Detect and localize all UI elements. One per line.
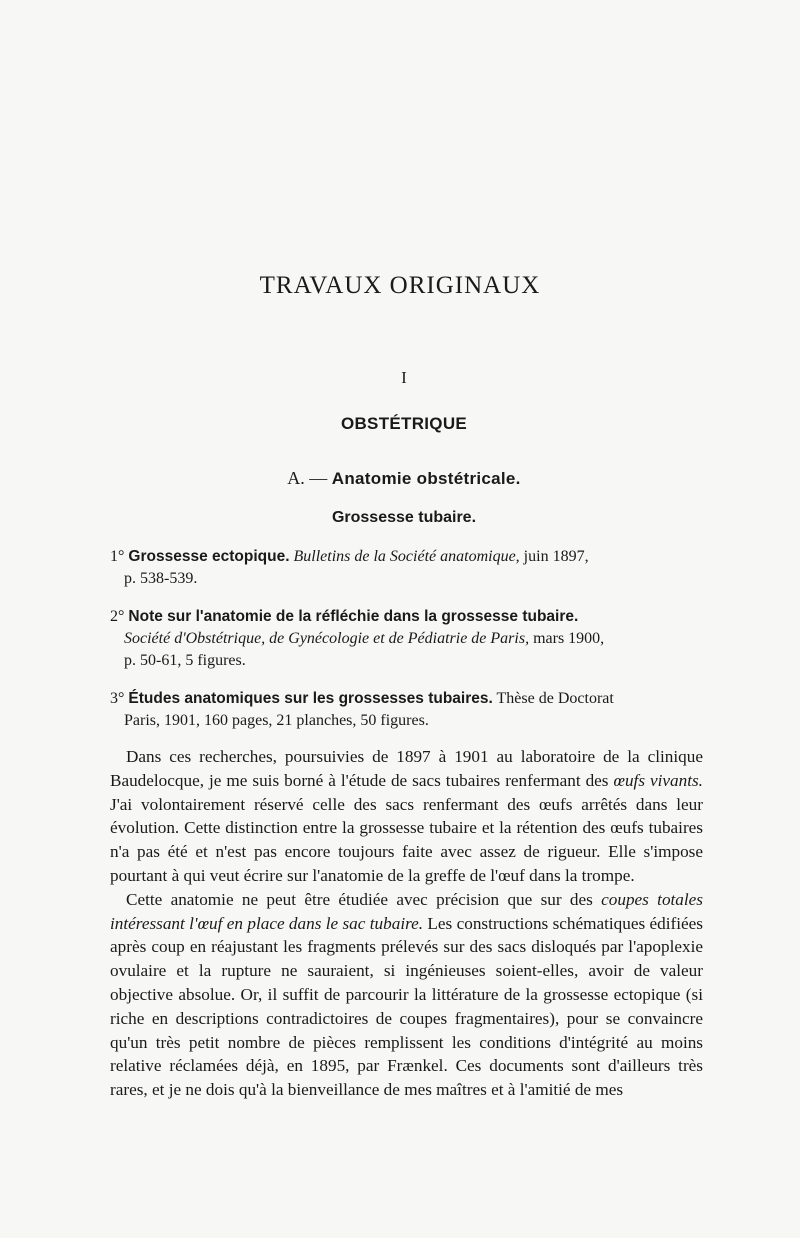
part-number: I <box>401 368 407 387</box>
paragraph-text: Les constructions schématiques édifiées après coup en réajustant les fragments prélevés sur des sacs disloqués par l'apoplexie ovulaire et la rupture ne sauraient, si ingénieuses soient-elles, avoir de valeur objective absolue. Or, il suffit de parcourir la littérature de la grossesse ectopique (si riche en descriptions contradictoires de coupes fragmentaires), pour se convaincre qu'un très petit nombre de pièces remplissent les conditions d'intégrité au moins relative réclamées déjà, en 1895, par Frænkel. Ces documents sont d'ailleurs très rares, et je ne dois qu'à la bienveillance de mes maîtres et à l'amitié de mes <box>110 913 703 1100</box>
reference-title: Grossesse ectopique. <box>128 548 290 565</box>
emphasis-text: œufs vivants. <box>613 770 703 790</box>
body-text <box>110 745 703 1102</box>
subsection-title: Anatomie obstétricale. <box>331 469 521 488</box>
emphasis-text: coupes totales intéressant l'œuf en place dans le sac tubaire. <box>110 889 703 933</box>
reference-title: Études anatomiques sur les grossesses tubaires. <box>128 690 493 707</box>
reference-entry <box>110 606 703 672</box>
paragraph-text: Dans ces recherches, poursuivies de 1897 à 1901 au laboratoire de la clinique Baudelocque, je me suis borné à l'étude de sacs tubaires renfermant des <box>110 747 703 790</box>
reference-entry <box>110 546 703 590</box>
topic-heading: Grossesse tubaire. <box>331 509 477 526</box>
reference-details-2: Paris, 1901, 160 pages, 21 planches, 50 figures. <box>124 712 429 729</box>
section-heading: OBSTÉTRIQUE <box>340 414 468 433</box>
reference-source: Bulletins de la Société anatomique, <box>293 548 520 565</box>
reference-details: juin 1897, <box>523 548 589 565</box>
paragraph-text: J'ai volontairement réservé celle des sacs renfermant des œufs arrêtés dans leur évolution. Cette distinction entre la grossesse tubaire et la rétention des œufs tubaires n'a pas été et n'est pas encore toujours faite avec assez de rigueur. Elle s'impose pourtant à qui veut écrire sur l'anatomie de la greffe de l'œuf dans la trompe. <box>110 794 703 885</box>
subsection-heading <box>0 468 800 489</box>
reference-number: 1° <box>110 548 125 565</box>
reference-number: 2° <box>110 608 125 625</box>
reference-source-line <box>110 628 703 650</box>
subsection-prefix: A. — <box>287 468 332 488</box>
reference-details-2: p. 538-539. <box>124 570 198 587</box>
paragraph <box>110 745 703 888</box>
reference-entry <box>110 688 703 732</box>
reference-details-2: p. 50-61, 5 figures. <box>124 652 246 669</box>
reference-number: 3° <box>110 690 125 707</box>
reference-source: Société d'Obstétrique, de Gynécologie et de Pédiatrie de Paris, <box>124 630 530 647</box>
paragraph-text: Cette anatomie ne peut être étudiée avec précision que sur des <box>126 889 602 909</box>
page-title: TRAVAUX ORIGINAUX <box>259 272 541 299</box>
paragraph <box>110 888 703 1102</box>
reference-details: mars 1900, <box>533 630 605 647</box>
reference-title: Note sur l'anatomie de la réfléchie dans la grossesse tubaire. <box>128 608 579 625</box>
reference-details: Thèse de Doctorat <box>496 690 614 707</box>
